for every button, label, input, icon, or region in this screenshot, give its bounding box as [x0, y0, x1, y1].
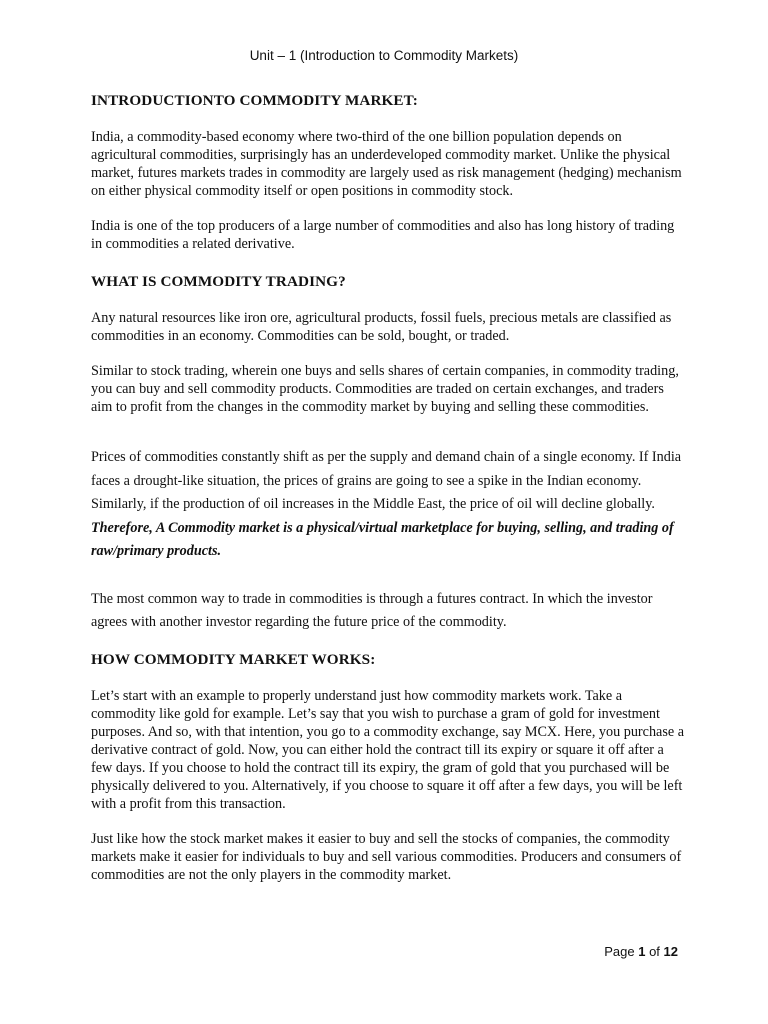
trading-heading: WHAT IS COMMODITY TRADING?	[91, 273, 346, 290]
trading-emphasis: Therefore, A Commodity market is a physical/virtual marketplace for buying, selling, and trading of raw/primary products.	[91, 519, 674, 559]
of-label: of	[649, 944, 660, 959]
trading-paragraph-2: Similar to stock trading, wherein one buys and sells shares of certain companies, in commodity trading, you can buy and sell commodity products. Commodities are traded on certain exchanges, and traders aim to profit from the changes in the commodity market by buying and selling these commodities.	[91, 363, 679, 415]
works-paragraph-1: Let’s start with an example to properly understand just how commodity markets work. Take a commodity like gold for example. Let’s say that you wish to purchase a gram of gold for investment purposes. And so, with that intention, you go to a commodity exchange, say MCX. Here, you purchase a derivative contract of gold. Now, you can either hold the contract till its expiry or square it off after a few days. If you choose to hold the contract till its expiry, the gram of gold that you purchased will be physically delivered to you. Alternatively, if you choose to square it off after a few days, you will be left with a profit from this transaction.	[91, 687, 685, 812]
intro-paragraph-2: India is one of the top producers of a large number of commodities and also has long history of trading in commodities a related derivative.	[91, 218, 675, 252]
works-heading: HOW COMMODITY MARKET WORKS:	[91, 650, 376, 668]
trading-paragraph-1: Any natural resources like iron ore, agricultural products, fossil fuels, precious metals are classified as commodities in an economy. Commodities can be sold, bought, or traded.	[91, 310, 672, 344]
intro-paragraph-1: India, a commodity-based economy where two-third of the one billion population depends on agricultural commodities, surprisingly has an underdeveloped commodity market. Unlike the physical market, futures markets trades in commodity are largely used as risk management (hedging) mechanism on either physical commodity itself or open positions in commodity stock.	[91, 129, 682, 199]
unit-title: Unit – 1 (Introduction to Commodity Markets)	[249, 48, 519, 63]
page-total: 12	[663, 944, 678, 959]
intro-heading: INTRODUCTIONTO COMMODITY MARKET:	[91, 92, 418, 109]
page-content	[91, 92, 685, 884]
trading-paragraph-4: The most common way to trade in commodities is through a futures contract. In which the investor agrees with another investor regarding the future price of the commodity.	[91, 590, 653, 630]
trading-paragraph-3: Prices of commodities constantly shift as per the supply and demand chain of a single economy. If India faces a drought-like situation, the prices of grains are going to see a spike in the Indian economy. Similarly, if the production of oil increases in the Middle East, the price of oil will decline globally.	[91, 449, 682, 512]
page-footer	[604, 944, 678, 959]
page-number: 1	[638, 944, 646, 959]
works-paragraph-2: Just like how the stock market makes it easier to buy and sell the stocks of companies, the commodity markets make it easier for individuals to buy and sell various commodities. Producers and consumers of commodities are not the only players in the commodity market.	[91, 830, 682, 883]
page-label: Page	[604, 944, 635, 959]
